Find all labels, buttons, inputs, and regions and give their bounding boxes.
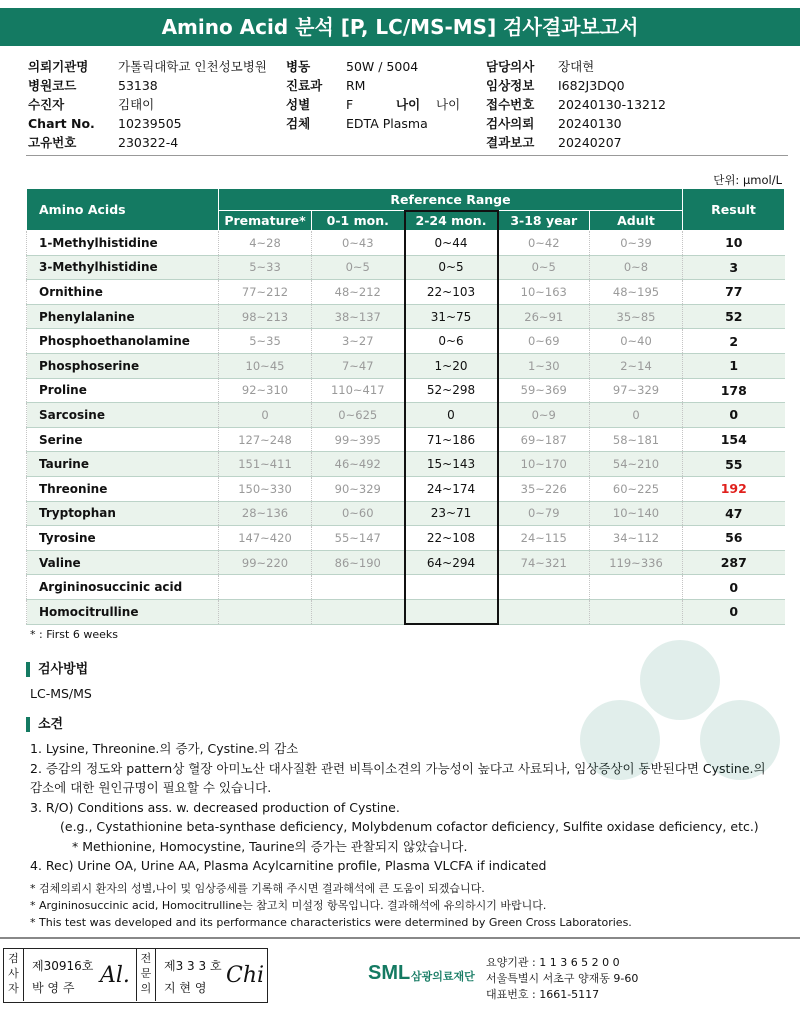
note-line: * 검체의뢰시 환자의 성별,나이 및 임상증세를 기록해 주시면 결과해석에 큰 도움이 되겠습니다. xyxy=(30,882,485,895)
reference-range-cell: 74~321 xyxy=(498,550,590,575)
reference-range-cell: 2~14 xyxy=(590,353,683,378)
info-label: 검체 xyxy=(286,116,311,131)
specialist-name: 지 현 영 xyxy=(164,981,207,995)
tester-name: 박 영 주 xyxy=(32,981,75,995)
reference-range-cell: 0 xyxy=(590,403,683,428)
table-footnote: * : First 6 weeks xyxy=(30,628,118,641)
result-value: 0 xyxy=(683,599,785,624)
contact-line: 요양기관 : 1 1 3 6 5 2 0 0 xyxy=(486,956,620,969)
reference-range-cell: 38~137 xyxy=(312,304,405,329)
amino-acid-name: Phosphoethanolamine xyxy=(27,329,219,354)
reference-range-cell: 34~112 xyxy=(590,526,683,551)
finding-line: 4. Rec) Urine OA, Urine AA, Plasma Acylcarnitine profile, Plasma VLCFA if indicated xyxy=(30,858,547,873)
info-value: 10239505 xyxy=(118,116,182,131)
table-row xyxy=(27,427,785,452)
sml-logo xyxy=(368,962,478,992)
col-result: Result xyxy=(683,189,785,231)
reference-range-cell: 110~417 xyxy=(312,378,405,403)
amino-acid-name: 1-Methylhistidine xyxy=(27,231,219,256)
reference-range-cell: 98~213 xyxy=(219,304,312,329)
col-3-18-year: 3-18 year xyxy=(498,211,590,231)
reference-range-cell: 4~28 xyxy=(219,231,312,256)
divider xyxy=(26,155,788,156)
reference-range-cell: 119~336 xyxy=(590,550,683,575)
patient-info xyxy=(28,57,788,152)
result-value: 77 xyxy=(683,280,785,305)
result-value: 56 xyxy=(683,526,785,551)
specialist-label: 전 문 의 xyxy=(136,949,156,1001)
finding-line: 2. 증감의 정도와 pattern상 혈장 아미노산 대사질환 관련 비특이소견의 가능성이 높다고 사료되나, 임상증상이 동반된다면 Cystine.의 xyxy=(30,760,766,776)
col-reference-range: Reference Range xyxy=(219,189,683,211)
tester-label: 검 사 자 xyxy=(4,949,24,1001)
reference-range-cell: 0~39 xyxy=(590,231,683,256)
table-row xyxy=(27,526,785,551)
reference-range-cell xyxy=(312,575,405,600)
amino-acid-name: Threonine xyxy=(27,476,219,501)
reference-range-cell: 0~44 xyxy=(405,231,498,256)
reference-range-cell: 15~143 xyxy=(405,452,498,477)
reference-range-cell: 23~71 xyxy=(405,501,498,526)
reference-range-cell: 28~136 xyxy=(219,501,312,526)
info-value: F xyxy=(346,97,354,112)
finding-line: 1. Lysine, Threonine.의 증가, Cystine.의 감소 xyxy=(30,741,299,756)
result-value: 1 xyxy=(683,353,785,378)
result-value: 178 xyxy=(683,378,785,403)
info-value: 20240130-13212 xyxy=(558,97,666,112)
amino-acid-name: Valine xyxy=(27,550,219,575)
info-label: 의뢰기관명 xyxy=(28,59,89,74)
reference-range-cell: 55~147 xyxy=(312,526,405,551)
unit-label: 단위: µmol/L xyxy=(713,173,782,187)
col-0-1-mon: 0-1 mon. xyxy=(312,211,405,231)
reference-range-cell xyxy=(498,575,590,600)
reference-range-cell: 86~190 xyxy=(312,550,405,575)
table-row xyxy=(27,231,785,256)
reference-range-cell: 24~174 xyxy=(405,476,498,501)
reference-range-cell: 0~5 xyxy=(498,255,590,280)
reference-range-cell: 5~33 xyxy=(219,255,312,280)
result-value: 2 xyxy=(683,329,785,354)
reference-range-cell: 0~5 xyxy=(312,255,405,280)
logo-mark: SML xyxy=(368,962,411,984)
info-label: 병동 xyxy=(286,59,311,74)
col-premature: Premature* xyxy=(219,211,312,231)
reference-range-cell: 77~212 xyxy=(219,280,312,305)
info-label: 검사의뢰 xyxy=(486,116,535,131)
reference-range-cell: 52~298 xyxy=(405,378,498,403)
reference-range-cell: 59~369 xyxy=(498,378,590,403)
reference-range-cell: 1~30 xyxy=(498,353,590,378)
table-row xyxy=(27,280,785,305)
contact-line: 대표번호 : 1661-5117 xyxy=(486,988,600,1001)
reference-range-cell: 0~9 xyxy=(498,403,590,428)
tester-signature: Al. xyxy=(100,963,130,988)
report-title: Amino Acid 분석 [P, LC/MS-MS] 검사결과보고서 xyxy=(0,8,800,46)
info-value: 20240207 xyxy=(558,135,622,150)
amino-acid-name: Phosphoserine xyxy=(27,353,219,378)
info-label: 결과보고 xyxy=(486,135,535,150)
reference-range-cell: 7~47 xyxy=(312,353,405,378)
result-value: 0 xyxy=(683,403,785,428)
reference-range-cell: 0~8 xyxy=(590,255,683,280)
reference-range-cell: 90~329 xyxy=(312,476,405,501)
report-notes xyxy=(30,880,632,931)
table-row xyxy=(27,378,785,403)
reference-range-cell: 1~20 xyxy=(405,353,498,378)
col-2-24-mon: 2-24 mon. xyxy=(405,211,498,231)
reference-range-cell: 151~411 xyxy=(219,452,312,477)
reference-range-cell xyxy=(590,575,683,600)
specialist-license: 제3 3 3 호 xyxy=(164,959,222,973)
reference-range-cell: 10~140 xyxy=(590,501,683,526)
amino-acid-name: Serine xyxy=(27,427,219,452)
finding-line: (e.g., Cystathionine beta-synthase deficiency, Molybdenum cofactor deficiency, Sulfite oxidase deficiency, etc.) xyxy=(60,819,759,834)
amino-acid-name: Ornithine xyxy=(27,280,219,305)
reference-range-cell: 10~170 xyxy=(498,452,590,477)
reference-range-cell: 3~27 xyxy=(312,329,405,354)
result-value: 0 xyxy=(683,575,785,600)
amino-acid-name: Sarcosine xyxy=(27,403,219,428)
reference-range-cell: 0~43 xyxy=(312,231,405,256)
reference-range-cell xyxy=(405,575,498,600)
info-label: 성별 xyxy=(286,97,311,112)
info-value: EDTA Plasma xyxy=(346,116,428,131)
result-value: 10 xyxy=(683,231,785,256)
amino-acid-name: Tryptophan xyxy=(27,501,219,526)
info-value: 김태이 xyxy=(118,97,155,112)
amino-acid-name: Phenylalanine xyxy=(27,304,219,329)
age-value: 나이 xyxy=(436,97,461,112)
result-value: 55 xyxy=(683,452,785,477)
reference-range-cell xyxy=(405,599,498,624)
table-row xyxy=(27,304,785,329)
note-line: * Argininosuccinic acid, Homocitrulline는 참고치 미설정 항목입니다. 결과해석에 유의하시기 바랍니다. xyxy=(30,899,547,912)
tester-license: 제30916호 xyxy=(32,959,94,973)
lab-contact xyxy=(486,955,638,1003)
reference-range-cell: 0~79 xyxy=(498,501,590,526)
info-value: 230322-4 xyxy=(118,135,179,150)
reference-range-cell: 46~492 xyxy=(312,452,405,477)
info-label: Chart No. xyxy=(28,116,95,131)
contact-line: 서울특별시 서초구 양재동 9-60 xyxy=(486,972,639,985)
reference-range-cell: 48~212 xyxy=(312,280,405,305)
table-row xyxy=(27,329,785,354)
reference-range-cell: 48~195 xyxy=(590,280,683,305)
reference-range-cell: 22~103 xyxy=(405,280,498,305)
info-value: 장대현 xyxy=(558,59,595,74)
footer-divider xyxy=(0,937,800,939)
reference-range-cell: 60~225 xyxy=(590,476,683,501)
reference-range-cell: 99~220 xyxy=(219,550,312,575)
note-line: * This test was developed and its performance characteristics were determined by Green Cross Laboratories. xyxy=(30,916,632,929)
reference-range-cell: 92~310 xyxy=(219,378,312,403)
info-value: I682J3DQ0 xyxy=(558,78,625,93)
table-row xyxy=(27,353,785,378)
reference-range-cell: 69~187 xyxy=(498,427,590,452)
table-row xyxy=(27,575,785,600)
reference-range-cell: 71~186 xyxy=(405,427,498,452)
logo-name: 삼광의료재단 xyxy=(411,970,475,983)
reference-range-cell: 35~226 xyxy=(498,476,590,501)
reference-range-cell: 0~60 xyxy=(312,501,405,526)
reference-range-cell: 99~395 xyxy=(312,427,405,452)
info-label: 수진자 xyxy=(28,97,65,112)
reference-range-cell xyxy=(219,599,312,624)
reference-range-cell: 24~115 xyxy=(498,526,590,551)
reference-range-cell: 0~40 xyxy=(590,329,683,354)
watermark-icon xyxy=(560,620,800,800)
reference-range-cell: 150~330 xyxy=(219,476,312,501)
amino-acid-name: Taurine xyxy=(27,452,219,477)
reference-range-cell: 0~5 xyxy=(405,255,498,280)
reference-range-cell: 58~181 xyxy=(590,427,683,452)
result-value: 47 xyxy=(683,501,785,526)
reference-range-cell: 26~91 xyxy=(498,304,590,329)
reference-range-cell: 127~248 xyxy=(219,427,312,452)
amino-acid-name: Argininosuccinic acid xyxy=(27,575,219,600)
reference-range-cell: 0~6 xyxy=(405,329,498,354)
result-value: 192 xyxy=(683,476,785,501)
amino-acid-name: 3-Methylhistidine xyxy=(27,255,219,280)
amino-acid-name: Tyrosine xyxy=(27,526,219,551)
info-value: 20240130 xyxy=(558,116,622,131)
finding-line: * Methionine, Homocystine, Taurine의 증가는 관찰되지 않았습니다. xyxy=(72,838,468,854)
table-row xyxy=(27,403,785,428)
result-value: 52 xyxy=(683,304,785,329)
info-label: 담당의사 xyxy=(486,59,535,74)
finding-line: 3. R/O) Conditions ass. w. decreased production of Cystine. xyxy=(30,799,400,815)
reference-range-cell: 10~163 xyxy=(498,280,590,305)
table-row xyxy=(27,255,785,280)
table-row xyxy=(27,476,785,501)
reference-range-cell: 54~210 xyxy=(590,452,683,477)
reference-range-cell xyxy=(219,575,312,600)
age-label: 나이 xyxy=(396,97,421,112)
reference-range-cell: 0~69 xyxy=(498,329,590,354)
method-heading: 검사방법 xyxy=(26,662,88,677)
info-value: 가톨릭대학교 인천성모병원 xyxy=(118,59,267,74)
reference-range-cell: 0~42 xyxy=(498,231,590,256)
result-value: 154 xyxy=(683,427,785,452)
result-value: 3 xyxy=(683,255,785,280)
info-label: 임상정보 xyxy=(486,78,535,93)
info-value: 50W / 5004 xyxy=(346,59,419,74)
reference-range-cell: 22~108 xyxy=(405,526,498,551)
reference-range-cell: 31~75 xyxy=(405,304,498,329)
signature-box xyxy=(3,948,268,1003)
info-label: 진료과 xyxy=(286,78,323,93)
info-value: 53138 xyxy=(118,78,158,93)
info-value: RM xyxy=(346,78,366,93)
reference-range-cell: 97~329 xyxy=(590,378,683,403)
info-label: 병원코드 xyxy=(28,78,77,93)
reference-range-cell: 64~294 xyxy=(405,550,498,575)
col-amino-acids: Amino Acids xyxy=(27,189,219,231)
table-row xyxy=(27,550,785,575)
info-label: 고유번호 xyxy=(28,135,77,150)
method-text: LC-MS/MS xyxy=(30,686,92,701)
reference-range-cell: 0~625 xyxy=(312,403,405,428)
table-row xyxy=(27,501,785,526)
reference-range-cell: 0 xyxy=(219,403,312,428)
reference-range-cell: 0 xyxy=(405,403,498,428)
reference-range-cell: 147~420 xyxy=(219,526,312,551)
table-row xyxy=(27,452,785,477)
reference-range-cell: 10~45 xyxy=(219,353,312,378)
reference-range-cell: 35~85 xyxy=(590,304,683,329)
result-value: 287 xyxy=(683,550,785,575)
info-label: 접수번호 xyxy=(486,97,535,112)
finding-line: 감소에 대한 원인규명이 필요할 수 있습니다. xyxy=(30,780,272,795)
amino-acid-name: Homocitrulline xyxy=(27,599,219,624)
col-adult: Adult xyxy=(590,211,683,231)
reference-range-cell: 5~35 xyxy=(219,329,312,354)
amino-acid-table xyxy=(26,188,785,625)
reference-range-cell xyxy=(312,599,405,624)
findings-heading: 소견 xyxy=(26,717,63,732)
amino-acid-name: Proline xyxy=(27,378,219,403)
specialist-signature: Chi xyxy=(226,963,265,988)
